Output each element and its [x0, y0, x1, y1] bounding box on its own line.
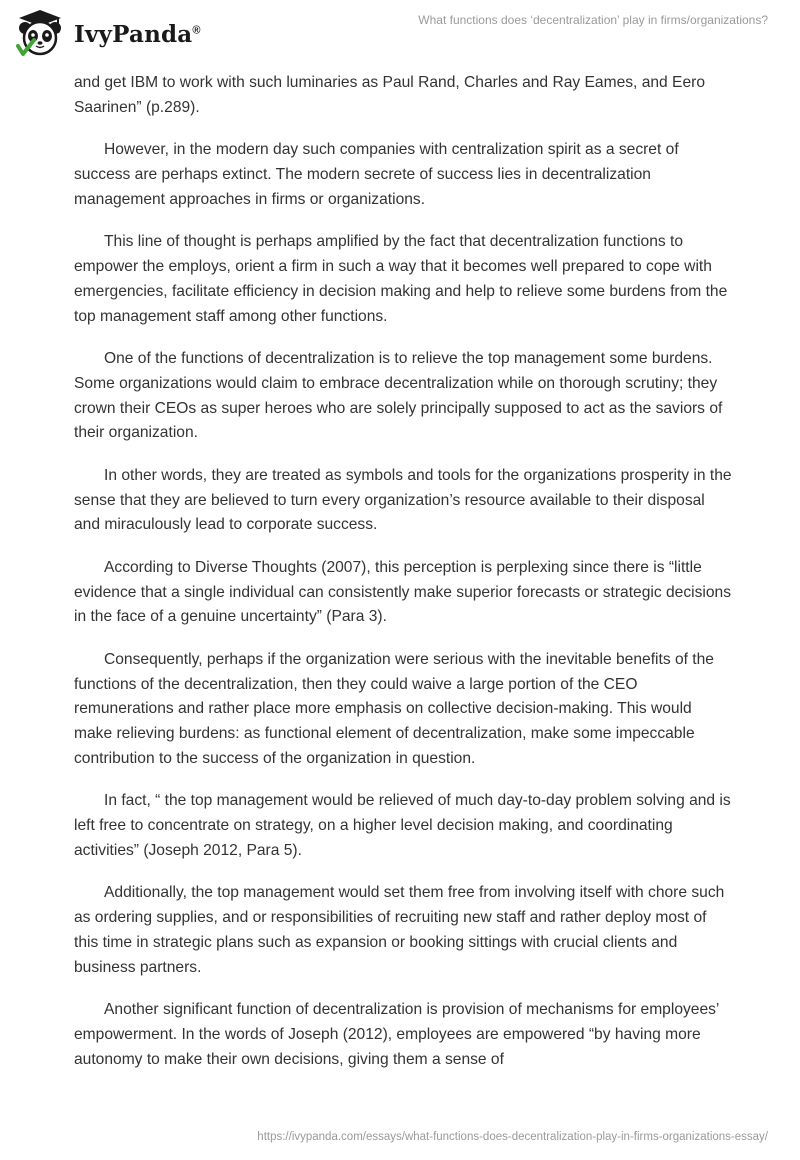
paragraph: According to Diverse Thoughts (2007), this perception is perplexing since there is “little evidence that a single individual can consistently make superior forecasts or strategic decisions in the face of a genuine uncertainty” (Para 3). — [74, 558, 732, 626]
paragraph: One of the functions of decentralization is to relieve the top management some burdens. Some organizations would claim to embrace decentralization while on thorough scrutiny; they crown their CEOs as super heroes who are solely principally supposed to act as the saviors of their organization. — [74, 349, 723, 442]
brand-name: IvyPanda® — [74, 20, 201, 48]
source-url-link[interactable]: https://ivypanda.com/essays/what-functions-does-decentralization-play-in-firms-organizations-essay/ — [257, 1131, 768, 1143]
page-header — [0, 0, 800, 70]
paragraph: This line of thought is perhaps amplified by the fact that decentralization functions to empower the employs, orient a firm in such a way that it becomes well prepared to cope with emergencies, facilitate efficiency in decision making and help to relieve some burdens from the top management staff among other functions. — [74, 233, 728, 325]
registered-mark: ® — [192, 23, 201, 36]
paragraph: Consequently, perhaps if the organization were serious with the inevitable benefits of the functions of the decentralization, then they could waive a large portion of the CEO remunerations and rather place more emphasis on collective decision-making. This would make relieving burdens: as functional element of decentralization, make some impeccable contribution to the success of the organization in question. — [74, 650, 714, 767]
paragraph: In fact, “ the top management would be relieved of much day-to-day problem solving and is left free to concentrate on strategy, on a higher level decision making, and coordinating activities” (Joseph 2012, Para 5). — [74, 792, 731, 859]
paragraph: Additionally, the top management would set them free from involving itself with chore such as ordering supplies, and or responsibilities of recruiting new staff and rather deploy most of this time in strategic plans such as expansion or booking sittings with crucial clients and business partners. — [74, 884, 725, 976]
paragraph: and get IBM to work with such luminaries as Paul Rand, Charles and Ray Eames, and Eero Saarinen” (p.289). — [74, 74, 705, 116]
paragraph: In other words, they are treated as symbols and tools for the organizations prosperity in the sense that they are believed to turn every organization’s resource available to their disposal and miraculously lead to corporate success. — [74, 466, 732, 534]
panda-graduate-logo-icon — [14, 8, 66, 60]
essay-body — [74, 71, 734, 1090]
paragraph: However, in the modern day such companies with centralization spirit as a secret of success are perhaps extinct. The modern secrete of success lies in decentralization management approaches in firms or organizations. — [74, 141, 679, 208]
paragraph: Another significant function of decentralization is provision of mechanisms for employees’ empowerment. In the words of Joseph (2012), employees are empowered “by having more autonomy to make their own decisions, giving them a sense of — [74, 1001, 719, 1068]
document-title: What functions does ‘decentralization’ play in firms/organizations? — [418, 13, 768, 27]
ivypanda-logo[interactable] — [14, 8, 201, 60]
